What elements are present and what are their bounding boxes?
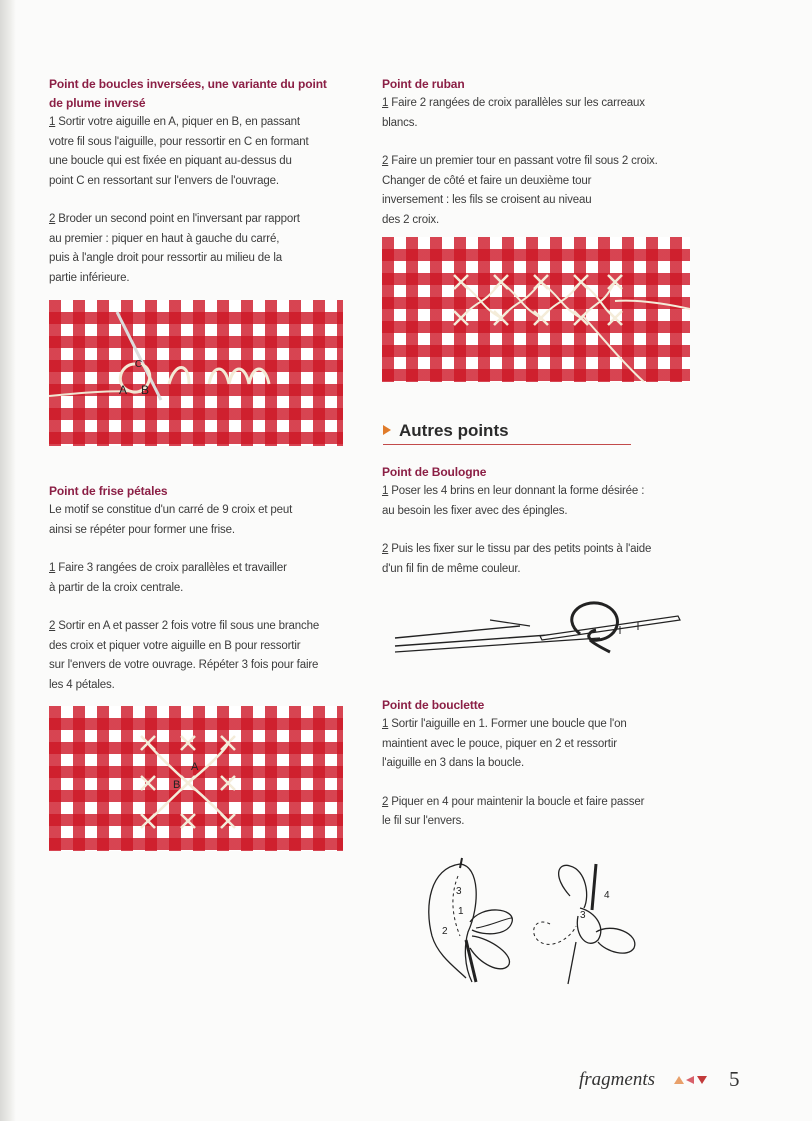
- section-title: Point de boucles inversées, une variante du point: [49, 77, 327, 91]
- step-text-line: partie inférieure.: [49, 271, 130, 284]
- step-number: 1: [49, 562, 56, 574]
- right-figure: [534, 864, 635, 984]
- step-1: 1 Sortir votre aiguille en A, piquer en B, en passant: [49, 116, 300, 128]
- footer-brand: fragments: [579, 1069, 655, 1090]
- left-figure: [429, 858, 513, 982]
- diagram-point-de-boulogne: [390, 596, 690, 660]
- loop-stitch: [169, 368, 189, 385]
- step-text-line: des croix et piquer votre aiguille en B pour ressortir: [49, 639, 301, 652]
- step-number: 2: [49, 620, 56, 632]
- section-title: Point de Boulogne: [382, 465, 487, 479]
- step-number: 1: [382, 718, 389, 730]
- step-text-line: au premier : piquer en haut à gauche du carré,: [49, 232, 280, 245]
- section-title: Point de bouclette: [382, 698, 485, 712]
- label-c: C: [135, 359, 143, 370]
- step-text-line: à partir de la croix centrale.: [49, 581, 184, 594]
- photo-point-de-ruban: [382, 237, 690, 382]
- couched-threads: [395, 603, 680, 652]
- step-1: 1 Faire 2 rangées de croix parallèles sur les carreaux: [382, 97, 645, 109]
- photo-frise-petales: [49, 706, 343, 851]
- step-text-line: point C en ressortant sur l'envers de l'ouvrage.: [49, 174, 279, 187]
- step-text-line: Changer de côté et faire un deuxième tour: [382, 174, 592, 187]
- step-text-line: sur l'envers de votre ouvrage. Répéter 3 fois pour faire: [49, 659, 319, 671]
- label-3b: 3: [580, 910, 586, 921]
- section-bouclette: [382, 696, 702, 832]
- loop-stitch: [229, 369, 249, 384]
- footer-triangle-marks-icon: [674, 1075, 708, 1085]
- step-text-line: l'aiguille en 3 dans la boucle.: [382, 757, 525, 769]
- section-title: Point de frise pétales: [49, 484, 168, 498]
- section-title-line2: de plume inversé: [49, 96, 146, 110]
- page-number: 5: [729, 1067, 740, 1091]
- step-1: 1 Faire 3 rangées de croix parallèles et travailler: [49, 562, 287, 574]
- label-b: B: [173, 779, 181, 791]
- loop-stitch: [209, 369, 229, 384]
- step-text-line: au besoin les fixer avec des épingles.: [382, 504, 568, 517]
- step-number: 1: [49, 116, 56, 128]
- step-2: 2 Piquer en 4 pour maintenir la boucle et faire passer: [382, 795, 645, 808]
- section-heading-text: Autres points: [399, 421, 509, 440]
- label-2: 2: [442, 926, 448, 937]
- step-2: 2 Sortir en A et passer 2 fois votre fil sous une branche: [49, 620, 320, 632]
- section-boulogne: [382, 463, 702, 579]
- step-number: 2: [382, 543, 389, 555]
- label-3: 3: [456, 886, 462, 897]
- section-ruban: [382, 75, 702, 230]
- photo-boucles-inversees: [49, 300, 343, 446]
- label-1: 1: [458, 906, 464, 917]
- thread-loop: [572, 603, 618, 640]
- step-text-line: votre fil sous l'aiguille, pour ressortir en C en formant: [49, 135, 309, 148]
- section-heading-autres-points: [383, 420, 631, 445]
- petal-loops: [148, 743, 228, 821]
- step-text-line: d'un fil fin de même couleur.: [382, 562, 521, 575]
- label-4: 4: [604, 890, 610, 901]
- step-text-line: maintient avec le pouce, piquer en 2 et ressortir: [382, 737, 617, 750]
- intro-text-line: Le motif se constitue d'un carré de 9 croix et peut: [49, 504, 293, 516]
- step-1: 1 Sortir l'aiguille en 1. Former une boucle que l'on: [382, 718, 627, 730]
- ribbon-thread: [461, 282, 690, 382]
- intro-text-line: ainsi se répéter pour former une frise.: [49, 523, 235, 536]
- step-2: 2 Faire un premier tour en passant votre fil sous 2 croix.: [382, 155, 658, 167]
- thread: [49, 391, 141, 396]
- step-text-line: une boucle qui est fixée en piquant au-dessus du: [49, 155, 292, 167]
- label-a: A: [119, 383, 128, 397]
- diagram-point-de-bouclette: [420, 856, 650, 988]
- step-number: 2: [382, 795, 389, 808]
- step-1: 1 Poser les 4 brins en leur donnant la forme désirée :: [382, 485, 645, 497]
- step-number: 2: [49, 213, 56, 225]
- label-a: A: [191, 761, 199, 773]
- section-title: Point de ruban: [382, 77, 465, 91]
- step-2: 2 Broder un second point en l'inversant par rapport: [49, 213, 300, 225]
- step-2: 2 Puis les fixer sur le tissu par des petits points à l'aide: [382, 543, 652, 555]
- step-number: 1: [382, 97, 389, 109]
- step-text-line: les 4 pétales.: [49, 678, 115, 691]
- step-text-line: puis à l'angle droit pour ressortir au milieu de la: [49, 252, 282, 264]
- step-number: 1: [382, 485, 389, 497]
- book-spine-shadow: [0, 0, 16, 1121]
- section-frise-petales: [49, 482, 349, 695]
- triangle-bullet-icon: [383, 425, 391, 435]
- section-boucles-inversees: [49, 75, 349, 288]
- step-number: 2: [382, 155, 389, 167]
- loop-stitch: [249, 369, 269, 384]
- label-b: B: [141, 383, 150, 397]
- step-text-line: blancs.: [382, 116, 418, 129]
- step-text-line: inversement : les fils se croisent au niveau: [382, 194, 592, 206]
- step-text-line: des 2 croix.: [382, 213, 440, 226]
- step-text-line: le fil sur l'envers.: [382, 815, 465, 827]
